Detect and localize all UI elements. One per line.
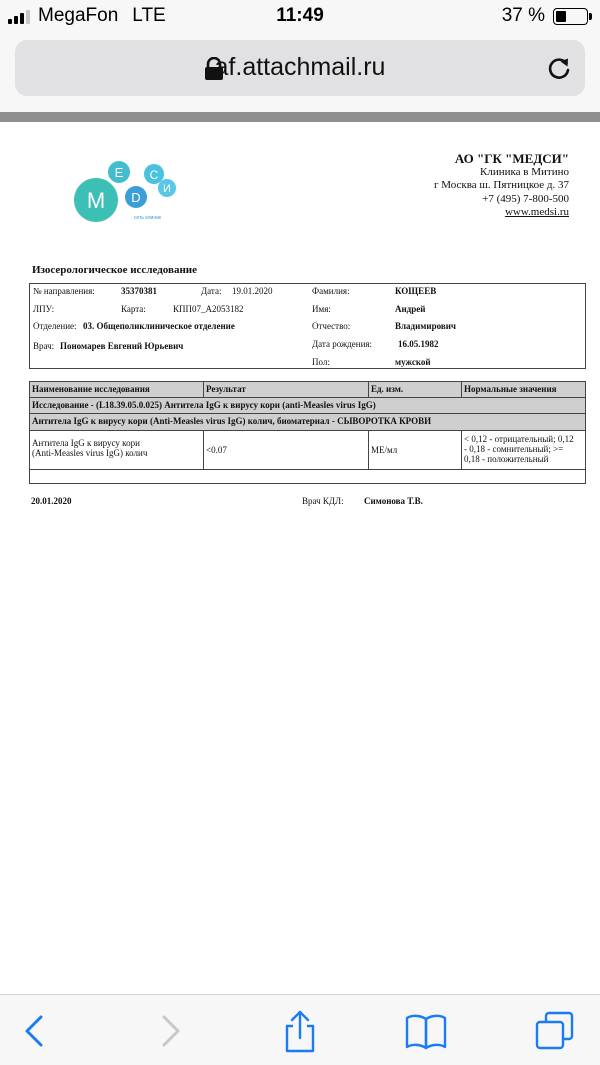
result-unit: МЕ/мл bbox=[368, 431, 461, 469]
birth-date-label: Дата рождения: bbox=[312, 339, 373, 349]
header-test-name: Наименование исследования bbox=[32, 384, 150, 394]
normal-values-line1: < 0,12 - отрицательный; 0,12 bbox=[464, 434, 574, 444]
card-value: КПП07_A2053182 bbox=[173, 304, 244, 314]
share-icon[interactable] bbox=[278, 1009, 322, 1053]
clinic-branch: Клиника в Митино bbox=[480, 165, 569, 178]
birth-date-value: 16.05.1982 bbox=[398, 339, 439, 349]
battery-percent: 37 % bbox=[501, 5, 545, 26]
patient-info-box bbox=[29, 283, 586, 369]
first-name-value: Андрей bbox=[395, 304, 426, 314]
network-type: LTE bbox=[132, 5, 166, 26]
header-result: Результат bbox=[203, 382, 368, 397]
patronymic-value: Владимирович bbox=[395, 321, 457, 331]
lab-doctor-label: Врач КДЛ: bbox=[302, 496, 344, 506]
svg-text:сеть клиник: сеть клиник bbox=[134, 215, 162, 221]
clinic-phone: +7 (495) 7-800-500 bbox=[482, 192, 569, 205]
surname-label: Фамилия: bbox=[312, 286, 350, 296]
battery-icon bbox=[553, 8, 588, 25]
svg-text:D: D bbox=[131, 190, 141, 205]
medsi-logo bbox=[70, 160, 190, 230]
doctor-value: Пономарев Евгений Юрьевич bbox=[60, 341, 184, 351]
svg-text:И: И bbox=[163, 183, 171, 195]
clinic-address: г Москва ш. Пятницкое д. 37 bbox=[433, 179, 569, 191]
patronymic-label: Отчество: bbox=[312, 321, 351, 331]
results-header-row bbox=[30, 382, 585, 398]
header-normal-values: Нормальные значения bbox=[461, 382, 585, 397]
lpu-label: ЛПУ: bbox=[33, 304, 55, 314]
svg-text:C: C bbox=[149, 168, 159, 182]
reload-icon[interactable] bbox=[545, 54, 573, 82]
normal-values-line3: 0,18 - положительный bbox=[464, 454, 549, 464]
department-value: 03. Общеполиклиническое отделение bbox=[83, 321, 235, 331]
result-test-name bbox=[30, 431, 203, 469]
bookmarks-icon[interactable] bbox=[404, 1009, 448, 1053]
report-date: 20.01.2020 bbox=[31, 496, 72, 506]
header-unit: Ед. изм. bbox=[368, 382, 461, 397]
carrier-name: MegaFon bbox=[38, 5, 119, 26]
result-normal-values bbox=[461, 431, 585, 469]
results-table bbox=[29, 381, 586, 484]
result-test-name-line1: Антитела IgG к вирусу кори bbox=[32, 438, 140, 448]
card-label: Карта: bbox=[121, 304, 146, 314]
date-value: 19.01.2020 bbox=[232, 286, 273, 296]
carrier-group bbox=[8, 5, 166, 27]
browser-toolbar bbox=[0, 994, 600, 1065]
page-top-divider bbox=[0, 112, 600, 122]
result-row bbox=[30, 431, 585, 470]
clinic-name: АО "ГК "МЕДСИ" bbox=[454, 151, 569, 166]
clinic-website: www.medsi.ru bbox=[504, 206, 569, 218]
forward-icon[interactable] bbox=[148, 1009, 192, 1053]
signal-strength-icon bbox=[8, 8, 30, 24]
browser-address-area bbox=[0, 34, 600, 112]
sex-label: Пол: bbox=[312, 357, 330, 367]
clock: 11:49 bbox=[276, 5, 324, 26]
battery-group bbox=[502, 5, 588, 27]
document-title: Изосерологическое исследование bbox=[32, 264, 198, 276]
doctor-label: Врач: bbox=[33, 341, 55, 351]
svg-text:M: M bbox=[86, 188, 106, 213]
lab-doctor-name: Симонова Т.В. bbox=[364, 496, 423, 506]
sex-value: мужской bbox=[395, 357, 431, 367]
normal-values-line2: - 0,18 - сомнительный; >= bbox=[464, 444, 564, 454]
status-bar bbox=[0, 0, 600, 34]
study-title: Исследование - (L18.39.05.0.025) Антитела IgG к вирусу кори (anti-Measles virus IgG) bbox=[32, 400, 376, 410]
url-text: af.attachmail.ru bbox=[214, 53, 386, 81]
referral-number: 35370381 bbox=[121, 286, 157, 296]
result-value: <0.07 bbox=[203, 431, 368, 469]
department-label: Отделение: bbox=[33, 321, 77, 331]
sample-title: Антитела IgG к вирусу кори (Anti-Measles virus IgG) колич, биоматериал - СЫВОРОТКА КРОВИ bbox=[32, 416, 432, 426]
document-page bbox=[0, 122, 600, 994]
date-label: Дата: bbox=[201, 286, 222, 296]
surname-value: КОЩЕЕВ bbox=[395, 286, 437, 296]
back-icon[interactable] bbox=[13, 1009, 57, 1053]
svg-text:E: E bbox=[114, 165, 124, 180]
result-test-name-line2: (Anti-Measles virus IgG) колич bbox=[32, 448, 148, 458]
tabs-icon[interactable] bbox=[533, 1009, 577, 1053]
referral-label: № направления: bbox=[33, 286, 95, 296]
study-row bbox=[30, 398, 585, 414]
clinic-contacts bbox=[434, 152, 569, 220]
sample-row bbox=[30, 414, 585, 431]
address-bar[interactable] bbox=[15, 40, 585, 96]
first-name-label: Имя: bbox=[312, 304, 331, 314]
